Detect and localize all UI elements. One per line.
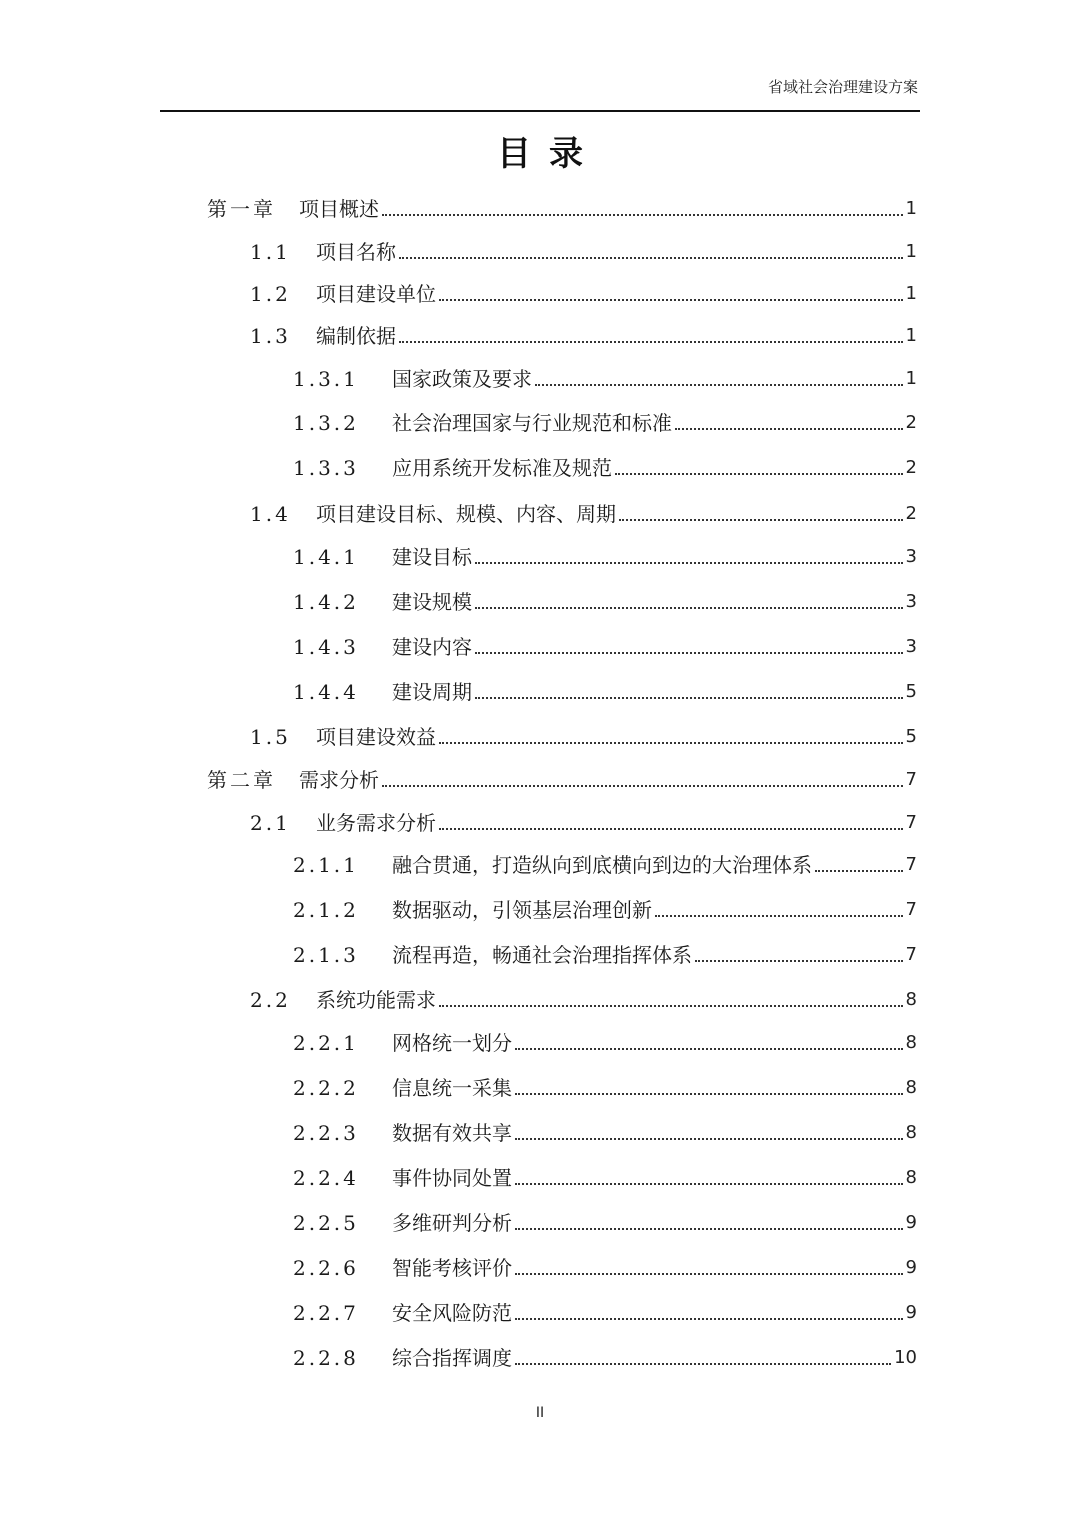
toc-entry-number: 2.1.3 — [293, 943, 359, 967]
toc-entry-title: 系统功能需求 — [316, 988, 436, 1012]
toc-dot-leader — [399, 341, 903, 343]
toc-entry-page: 8 — [905, 1077, 917, 1098]
toc-dot-leader — [439, 828, 903, 830]
toc-entry-page: 5 — [905, 681, 917, 702]
toc-entry[interactable] — [293, 408, 917, 438]
toc-entry-title: 需求分析 — [299, 768, 379, 792]
toc-dot-leader — [515, 1183, 903, 1185]
toc-dot-leader — [619, 519, 903, 521]
toc-entry-number: 1.4.3 — [293, 635, 359, 659]
toc-dot-leader — [615, 473, 903, 475]
toc-entry-title: 融合贯通，打造纵向到底横向到边的大治理体系 — [392, 853, 812, 877]
toc-entry-number: 1.4.1 — [293, 545, 359, 569]
toc-entry-number: 1.2 — [250, 282, 291, 306]
toc-entry-title: 业务需求分析 — [316, 811, 436, 835]
toc-entry[interactable] — [207, 765, 917, 795]
toc-entry-number: 2.2.1 — [293, 1031, 359, 1055]
toc-entry-title: 网格统一划分 — [392, 1031, 512, 1055]
toc-entry-number: 2.2.6 — [293, 1256, 359, 1280]
toc-entry-title: 建设目标 — [392, 545, 472, 569]
toc-entry-page: 1 — [905, 198, 917, 219]
toc-entry-number: 2.1 — [250, 811, 291, 835]
toc-entry-title: 事件协同处置 — [392, 1166, 512, 1190]
toc-entry-title: 多维研判分析 — [392, 1211, 512, 1235]
toc-dot-leader — [515, 1273, 903, 1275]
toc-entry-title: 项目概述 — [299, 197, 379, 221]
toc-dot-leader — [399, 257, 903, 259]
toc-entry-number: 2.2.4 — [293, 1166, 359, 1190]
toc-entry[interactable] — [293, 1163, 917, 1193]
toc-entry[interactable] — [293, 587, 917, 617]
toc-entry-title: 项目建设效益 — [316, 725, 436, 749]
toc-dot-leader — [515, 1093, 903, 1095]
toc-entry[interactable] — [293, 453, 917, 483]
toc-entry[interactable] — [250, 985, 917, 1015]
toc-entry-number: 2.1.2 — [293, 898, 359, 922]
toc-dot-leader — [475, 652, 903, 654]
toc-entry[interactable] — [293, 940, 917, 970]
toc-entry-page: 7 — [905, 944, 917, 965]
toc-entry-page: 9 — [905, 1302, 917, 1323]
toc-dot-leader — [475, 562, 903, 564]
toc-entry-number: 2.2.8 — [293, 1346, 359, 1370]
toc-entry[interactable] — [250, 321, 917, 351]
toc-entry[interactable] — [250, 722, 917, 752]
toc-entry-number: 2.2.5 — [293, 1211, 359, 1235]
toc-entry-page: 8 — [905, 1167, 917, 1188]
toc-entry-page: 3 — [905, 636, 917, 657]
toc-entry-page: 2 — [905, 457, 917, 478]
document-header-title: 省域社会治理建设方案 — [767, 78, 918, 96]
toc-entry-number: 1.4.2 — [293, 590, 359, 614]
toc-entry-page: 9 — [905, 1257, 917, 1278]
toc-entry-number: 1.1 — [250, 240, 291, 264]
toc-entry-number: 1.3.3 — [293, 456, 359, 480]
toc-dot-leader — [382, 214, 903, 216]
toc-entry-title: 项目建设单位 — [316, 282, 436, 306]
toc-dot-leader — [475, 607, 903, 609]
toc-entry-page: 8 — [905, 1032, 917, 1053]
toc-entry-title: 编制依据 — [316, 324, 396, 348]
toc-entry-page: 7 — [905, 854, 917, 875]
toc-entry-page: 7 — [905, 769, 917, 790]
toc-entry[interactable] — [293, 1208, 917, 1238]
toc-entry-title: 项目建设目标、规模、内容、周期 — [316, 502, 616, 526]
toc-dot-leader — [515, 1363, 891, 1365]
toc-entry-page: 5 — [905, 726, 917, 747]
toc-dot-leader — [439, 299, 903, 301]
toc-entry[interactable] — [293, 542, 917, 572]
toc-dot-leader — [439, 1005, 903, 1007]
toc-entry-title: 安全风险防范 — [392, 1301, 512, 1325]
toc-entry-number: 1.4.4 — [293, 680, 359, 704]
toc-entry[interactable] — [207, 194, 917, 224]
toc-entry-number: 2.2.3 — [293, 1121, 359, 1145]
toc-dot-leader — [515, 1228, 903, 1230]
toc-entry-page: 3 — [905, 591, 917, 612]
toc-entry-number: 1.3.2 — [293, 411, 359, 435]
toc-dot-leader — [675, 428, 903, 430]
toc-entry[interactable] — [293, 895, 917, 925]
toc-entry-title: 建设内容 — [392, 635, 472, 659]
toc-dot-leader — [475, 697, 903, 699]
toc-dot-leader — [535, 384, 903, 386]
toc-dot-leader — [515, 1318, 903, 1320]
toc-entry-number: 2.2 — [250, 988, 291, 1012]
toc-entry-title: 综合指挥调度 — [392, 1346, 512, 1370]
toc-entry-page: 9 — [905, 1212, 917, 1233]
toc-entry-number: 1.4 — [250, 502, 291, 526]
toc-entry-page: 10 — [894, 1347, 917, 1368]
toc-entry-number: 第一章 — [207, 197, 276, 221]
toc-dot-leader — [439, 742, 903, 744]
toc-entry-page: 8 — [905, 1122, 917, 1143]
toc-entry-title: 社会治理国家与行业规范和标准 — [392, 411, 672, 435]
toc-entry-title: 数据有效共享 — [392, 1121, 512, 1145]
toc-entry-page: 2 — [905, 503, 917, 524]
toc-entry-title: 国家政策及要求 — [392, 367, 532, 391]
toc-entry-title: 智能考核评价 — [392, 1256, 512, 1280]
toc-entry[interactable] — [250, 499, 917, 529]
toc-entry-page: 1 — [905, 283, 917, 304]
toc-entry[interactable] — [250, 808, 917, 838]
toc-entry-page: 1 — [905, 325, 917, 346]
toc-entry-page: 2 — [905, 412, 917, 433]
toc-entry-number: 2.2.7 — [293, 1301, 359, 1325]
toc-title: 目录 — [497, 134, 601, 174]
toc-entry-number: 第二章 — [207, 768, 276, 792]
toc-entry-page: 1 — [905, 241, 917, 262]
toc-entry[interactable] — [293, 850, 917, 880]
toc-entry-page: 7 — [905, 812, 917, 833]
toc-entry-page: 1 — [905, 368, 917, 389]
toc-entry[interactable] — [293, 1298, 917, 1328]
toc-entry[interactable] — [293, 364, 917, 394]
toc-entry-number: 1.3 — [250, 324, 291, 348]
toc-entry-page: 8 — [905, 989, 917, 1010]
toc-entry[interactable] — [293, 677, 917, 707]
page-number: II — [535, 1405, 545, 1421]
toc-dot-leader — [515, 1138, 903, 1140]
toc-dot-leader — [655, 915, 903, 917]
toc-entry-page: 3 — [905, 546, 917, 567]
toc-entry[interactable] — [293, 1028, 917, 1058]
toc-dot-leader — [815, 870, 903, 872]
toc-entry[interactable] — [293, 1073, 917, 1103]
toc-entry-number: 1.5 — [250, 725, 291, 749]
toc-entry-title: 建设周期 — [392, 680, 472, 704]
toc-entry[interactable] — [293, 632, 917, 662]
toc-entry-title: 应用系统开发标准及规范 — [392, 456, 612, 480]
toc-entry[interactable] — [250, 279, 917, 309]
toc-entry-title: 信息统一采集 — [392, 1076, 512, 1100]
toc-dot-leader — [382, 785, 903, 787]
toc-entry[interactable] — [293, 1343, 917, 1373]
toc-dot-leader — [515, 1048, 903, 1050]
toc-entry-title: 建设规模 — [392, 590, 472, 614]
toc-entry-number: 2.1.1 — [293, 853, 359, 877]
toc-entry-title: 项目名称 — [316, 240, 396, 264]
toc-entry-title: 流程再造，畅通社会治理指挥体系 — [392, 943, 692, 967]
toc-entry-page: 7 — [905, 899, 917, 920]
toc-entry[interactable] — [293, 1118, 917, 1148]
toc-dot-leader — [695, 960, 903, 962]
toc-entry-number: 1.3.1 — [293, 367, 359, 391]
toc-entry-title: 数据驱动，引领基层治理创新 — [392, 898, 652, 922]
toc-entry[interactable] — [250, 237, 917, 267]
toc-entry[interactable] — [293, 1253, 917, 1283]
toc-entry-number: 2.2.2 — [293, 1076, 359, 1100]
